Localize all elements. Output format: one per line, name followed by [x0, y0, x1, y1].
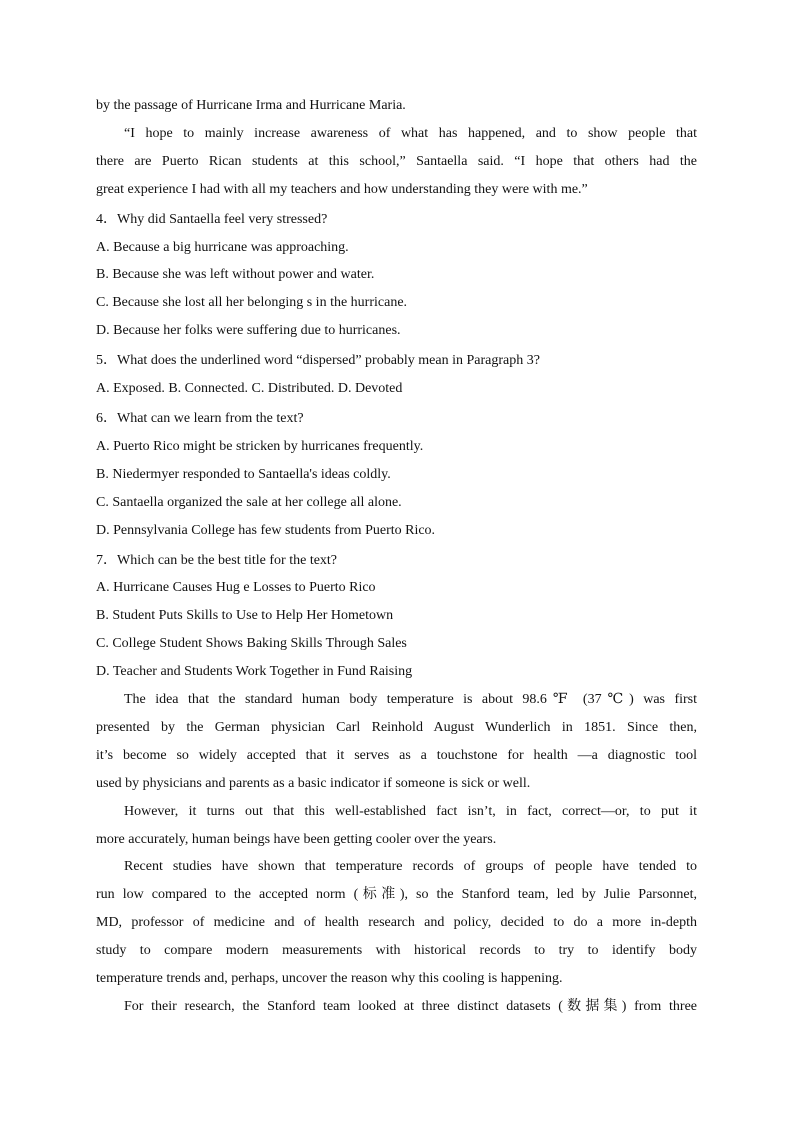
passage-line: there are Puerto Rican students at this school,” Santaella said. “I hope that others had the: [96, 153, 697, 169]
passage-line: run low compared to the accepted norm (标准), so the Stanford team, led by Julie Parsonnet,: [96, 887, 697, 903]
answer-option-d: D. Pennsylvania College has few students from Puerto Rico.: [96, 522, 436, 538]
question-stem: 5．What does the underlined word “dispersed” probably mean in Paragraph 3?: [96, 353, 540, 369]
passage-line: more accurately, human beings have been getting cooler over the years.: [96, 831, 497, 847]
question-6: [96, 405, 697, 545]
passage-line: The idea that the standard human body temperature is about 98.6℉ (37℃) was first: [124, 692, 697, 708]
answer-option-b: B. Niedermyer responded to Santaella's ideas coldly.: [96, 466, 391, 482]
passage-line: great experience I had with all my teachers and how understanding they were with me.”: [96, 181, 588, 197]
document-body: [96, 92, 697, 1021]
passage-line: temperature trends and, perhaps, uncover the reason why this cooling is happening.: [96, 971, 563, 987]
answer-option-d: D. Because her folks were suffering due to hurricanes.: [96, 323, 401, 339]
quote-paragraph: [96, 120, 697, 204]
passage-b-paragraph-4: [96, 993, 697, 1021]
passage-line: However, it turns out that this well-established fact isn’t, in fact, correct—or, to put it: [124, 803, 697, 819]
question-4: [96, 206, 697, 346]
passage-line: it’s become so widely accepted that it serves as a touchstone for health —a diagnostic tool: [96, 747, 697, 763]
passage-b-paragraph-1: [96, 686, 697, 798]
answer-option-d: D. Teacher and Students Work Together in Fund Raising: [96, 664, 413, 680]
question-stem: 7．Which can be the best title for the text?: [96, 552, 338, 568]
passage-line: “I hope to mainly increase awareness of what has happened, and to show people that: [124, 125, 697, 141]
passage-b-paragraph-3: [96, 853, 697, 993]
question-5: [96, 347, 697, 403]
passage-line: study to compare modern measurements with historical records to try to identify body: [96, 943, 697, 959]
answer-option-a: A. Because a big hurricane was approaching.: [96, 239, 349, 255]
question-stem: 4．Why did Santaella feel very stressed?: [96, 211, 328, 227]
passage-b-paragraph-2: [96, 798, 697, 854]
answer-option-c: C. College Student Shows Baking Skills Through Sales: [96, 636, 407, 652]
passage-line: Recent studies have shown that temperature records of groups of people have tended to: [124, 859, 697, 875]
answer-option-c: C. Santaella organized the sale at her college all alone.: [96, 494, 402, 510]
passage-line: MD, professor of medicine and of health research and policy, decided to do a more in-depth: [96, 915, 697, 931]
answer-option-a: A. Puerto Rico might be stricken by hurricanes frequently.: [96, 438, 424, 454]
answer-option-b: B. Because she was left without power and water.: [96, 267, 375, 283]
passage-line: For their research, the Stanford team looked at three distinct datasets (数据集) from three: [124, 999, 697, 1014]
answer-options-row: A. Exposed. B. Connected. C. Distributed. D. Devoted: [96, 381, 403, 397]
question-7: [96, 547, 697, 687]
question-stem: 6．What can we learn from the text?: [96, 410, 304, 426]
answer-option-a: A. Hurricane Causes Hug e Losses to Puerto Rico: [96, 580, 376, 596]
answer-option-b: B. Student Puts Skills to Use to Help Her Hometown: [96, 608, 394, 624]
passage-line: presented by the German physician Carl Reinhold August Wunderlich in 1851. Since then,: [96, 719, 697, 735]
answer-option-c: C. Because she lost all her belonging s in the hurricane.: [96, 295, 408, 311]
passage-line: by the passage of Hurricane Irma and Hurricane Maria.: [96, 98, 406, 113]
passage-line: used by physicians and parents as a basic indicator if someone is sick or well.: [96, 775, 531, 791]
